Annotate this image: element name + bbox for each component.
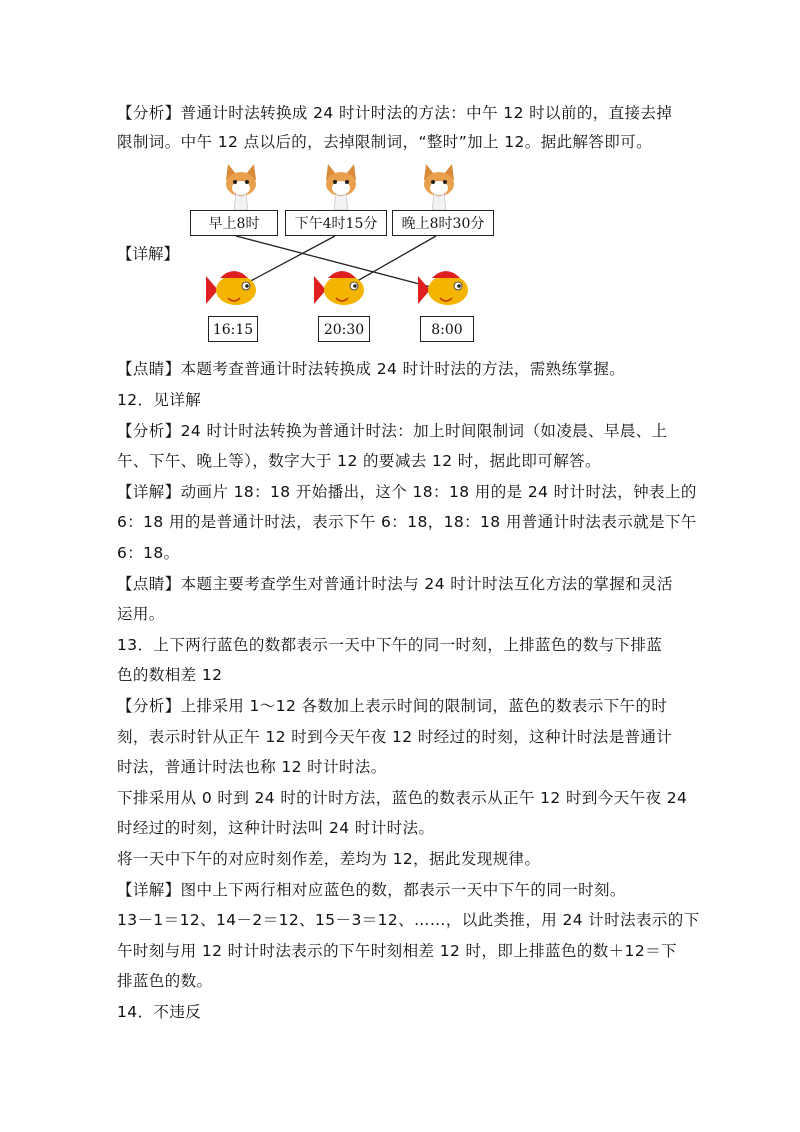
q13-analysis-2: 刻，表示时针从正午 12 时到今天午夜 12 时经过的时刻，这种计时法是普通计: [117, 728, 673, 746]
q13-detail-2: 13－1＝12、14－2＝12、15－3＝12、……，以此类推，用 24 计时法表示的下: [117, 911, 700, 929]
top-time-box-2: 下午4时15分: [285, 210, 387, 236]
q12-detail-2: 6：18 用的是普通计时法，表示下午 6：18，18：18 用普通计时法表示就是下午: [117, 513, 697, 531]
q12-detail-1: 【详解】动画片 18：18 开始播出，这个 18：18 用的是 24 时计时法，钟表上的: [117, 483, 697, 501]
q12-title: 12．见详解: [117, 391, 202, 409]
q13-analysis-6: 将一天中下午的对应时刻作差，差均为 12，据此发现规律。: [117, 850, 541, 868]
cat-icon: [416, 164, 460, 210]
q13-analysis-5: 时经过的时刻，这种计时法叫 24 时计时法。: [117, 819, 435, 837]
q13-analysis-4: 下排采用从 0 时到 24 时的计时方法，蓝色的数表示从正午 12 时到今天午夜 24: [117, 789, 688, 807]
cat-icon: [218, 164, 262, 210]
q14-title: 14．不违反: [117, 1003, 202, 1021]
matching-figure: [180, 158, 500, 344]
q13-analysis-1: 【分析】上排采用 1～12 各数加上表示时间的限制词，蓝色的数表示下午的时: [117, 697, 668, 715]
q12-analysis-1: 【分析】24 时计时法转换为普通计时法：加上时间限制词（如凌晨、早晨、上: [117, 422, 668, 440]
q13-detail-4: 排蓝色的数。: [117, 972, 213, 990]
q13-title-2: 色的数相差 12: [117, 666, 223, 684]
top-time-box-3: 晚上8时30分: [392, 210, 494, 236]
q12-point-2: 运用。: [117, 605, 165, 623]
fish-icon: [314, 271, 364, 305]
fish-icon: [418, 271, 468, 305]
q13-analysis-3: 时法，普通计时法也称 12 时计时法。: [117, 758, 387, 776]
q12-analysis-2: 午、下午、晚上等），数字大于 12 的要减去 12 时，据此即可解答。: [117, 452, 601, 470]
q13-detail-1: 【详解】图中上下两行相对应蓝色的数，都表示一天中下午的同一时刻。: [117, 881, 626, 899]
bottom-time-box-1: 16:15: [208, 316, 258, 342]
cat-icon: [318, 164, 362, 210]
fish-icon: [206, 271, 256, 305]
detail-label: 【详解】: [117, 245, 180, 263]
bottom-time-box-2: 20:30: [318, 316, 370, 342]
q13-detail-3: 午时刻与用 12 时计时法表示的下午时刻相差 12 时，即上排蓝色的数＋12＝下: [117, 942, 677, 960]
bottom-time-box-3: 8:00: [420, 316, 474, 342]
top-time-box-1: 早上8时: [190, 210, 278, 236]
q12-detail-3: 6：18。: [117, 544, 180, 562]
analysis-line-1: 【分析】普通计时法转换成 24 时计时法的方法：中午 12 时以前的，直接去掉: [117, 104, 673, 122]
q12-point-1: 【点睛】本题主要考查学生对普通计时法与 24 时计时法互化方法的掌握和灵活: [117, 575, 673, 593]
q13-title-1: 13．上下两行蓝色的数都表示一天中下午的同一时刻，上排蓝色的数与下排蓝: [117, 636, 663, 654]
analysis-line-2: 限制词。中午 12 点以后的，去掉限制词，“整时”加上 12。据此解答即可。: [117, 133, 652, 151]
point-line: 【点睛】本题考查普通计时法转换成 24 时计时法的方法，需熟练掌握。: [117, 360, 626, 378]
